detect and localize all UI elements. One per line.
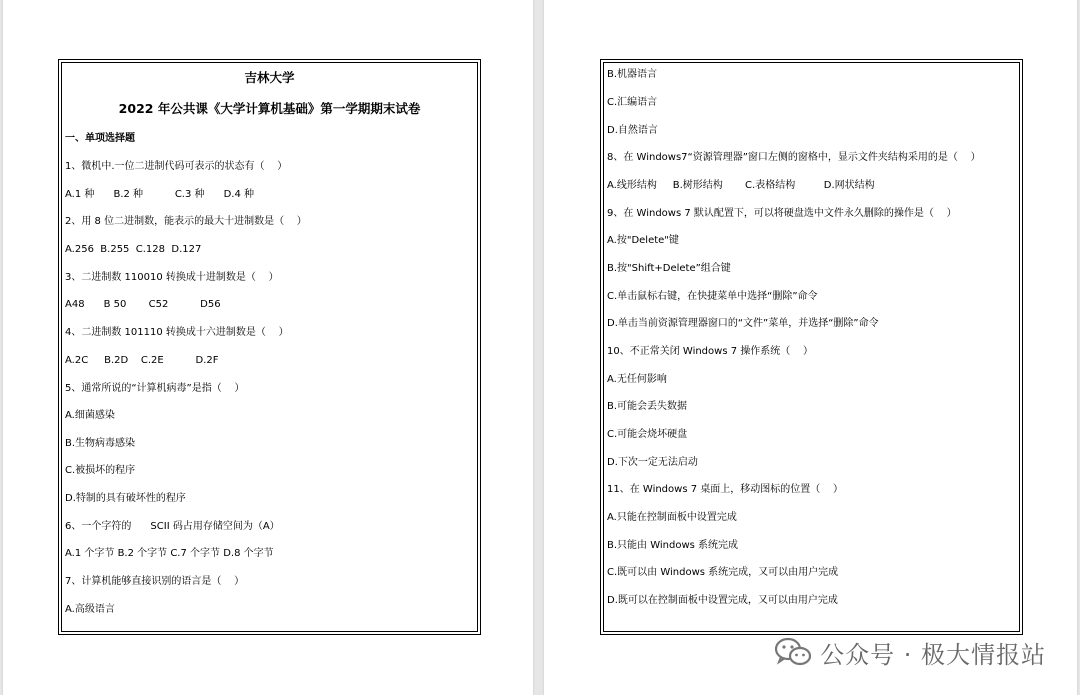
question-line: 6、一个字符的 SCII 码占用存储空间为（A） xyxy=(65,521,280,532)
option-line: B.按"Shift+Delete”组合键 xyxy=(607,263,731,274)
exam-page-right xyxy=(544,0,1077,695)
option-line: A.2C B.2D C.2E D.2F xyxy=(65,355,219,366)
wechat-icon xyxy=(774,637,812,667)
exam-title: 2022 年公共课《大学计算机基础》第一学期期末试卷 xyxy=(118,101,421,116)
option-line: B.只能由 Windows 系统完成 xyxy=(607,540,739,551)
page-border-left xyxy=(58,59,481,635)
question-line: 3、二进制数 110010 转换成十进制数是（ ） xyxy=(65,272,279,283)
watermark-text: 公众号 · 极大情报站 xyxy=(820,640,1046,669)
exam-page-left xyxy=(3,0,533,695)
option-line: A.按"Delete"键 xyxy=(607,235,679,246)
option-line: A48 B 50 C52 D56 xyxy=(65,299,221,310)
page-border-inner-right xyxy=(603,62,1020,632)
question-line: 4、二进制数 101110 转换成十六进制数是（ ） xyxy=(65,327,289,338)
university-title: 吉林大学 xyxy=(244,70,295,85)
question-line: 5、通常所说的“计算机病毒”是指（ ） xyxy=(65,383,245,394)
option-line: B.可能会丢失数据 xyxy=(607,401,688,412)
option-line: C.单击鼠标右键，在快捷菜单中选择“删除”命令 xyxy=(607,291,818,302)
question-line: 8、在 Windows7“资源管理器”窗口左侧的窗格中，显示文件夹结构采用的是（ ） xyxy=(607,152,981,163)
option-line: D.下次一定无法启动 xyxy=(607,457,698,468)
option-line: C.可能会烧坏硬盘 xyxy=(607,429,688,440)
question-line: 10、不正常关闭 Windows 7 操作系统（ ） xyxy=(607,346,813,357)
option-line: B.机器语言 xyxy=(607,69,658,80)
option-line: A.无任何影响 xyxy=(607,374,667,385)
option-line: B.生物病毒感染 xyxy=(65,438,136,449)
option-line: D.单击当前资源管理器窗口的“文件”菜单，并选择“删除”命令 xyxy=(607,318,879,329)
option-line: A.1 个字节 B.2 个字节 C.7 个字节 D.8 个字节 xyxy=(65,548,274,559)
option-line: C.被损坏的程序 xyxy=(65,465,136,476)
option-line: A.1 种 B.2 种 C.3 种 D.4 种 xyxy=(65,189,255,200)
option-line: A.线形结构 B.树形结构 C.表格结构 D.网状结构 xyxy=(607,180,875,191)
option-line: A.256 B.255 C.128 D.127 xyxy=(65,244,202,255)
question-line: 9、在 Windows 7 默认配置下，可以将硬盘选中文件永久删除的操作是（ ） xyxy=(607,208,957,219)
option-line: D.特制的具有破坏性的程序 xyxy=(65,493,186,504)
question-line: 7、计算机能够直接识别的语言是（ ） xyxy=(65,576,245,587)
option-line: A.细菌感染 xyxy=(65,410,115,421)
section-heading: 一、单项选择题 xyxy=(65,133,135,144)
option-line: A.高级语言 xyxy=(65,604,115,615)
option-line: D.既可以在控制面板中设置完成，又可以由用户完成 xyxy=(607,595,838,606)
page-border-inner-left xyxy=(61,62,478,632)
question-line: 2、用 8 位二进制数，能表示的最大十进制数是（ ） xyxy=(65,216,307,227)
option-line: A.只能在控制面板中设置完成 xyxy=(607,512,737,523)
question-line: 1、微机中.一位二进制代码可表示的状态有（ ） xyxy=(65,161,288,172)
option-line: C.既可以由 Windows 系统完成，又可以由用户完成 xyxy=(607,567,839,578)
page-border-right xyxy=(600,59,1023,635)
option-line: D.自然语言 xyxy=(607,125,658,136)
watermark xyxy=(774,635,1046,669)
question-line: 11、在 Windows 7 桌面上，移动图标的位置（ ） xyxy=(607,484,843,495)
option-line: C.汇编语言 xyxy=(607,97,658,108)
